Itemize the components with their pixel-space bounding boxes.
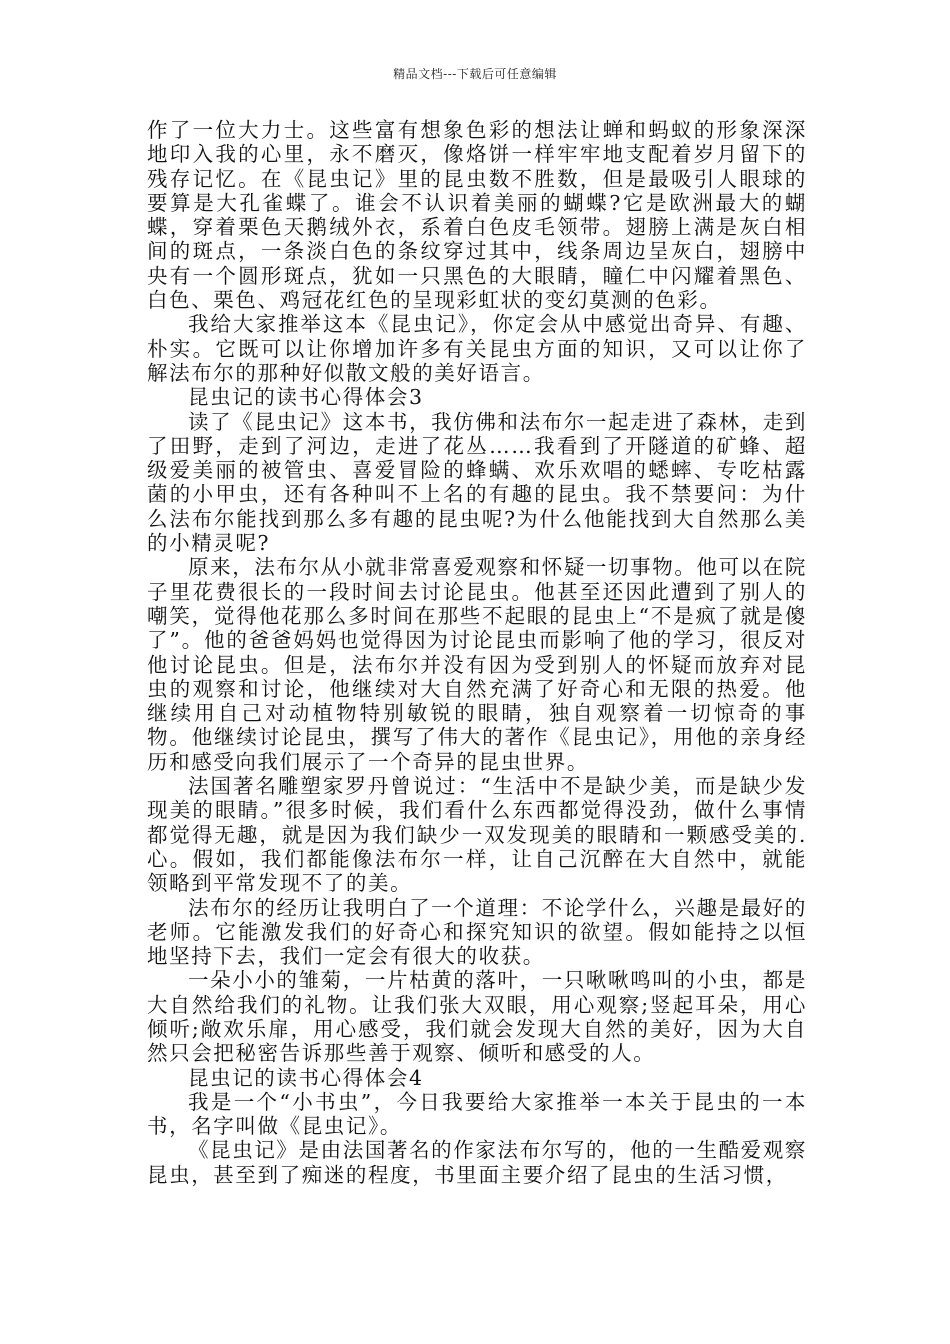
paragraph: 法国著名雕塑家罗丹曾说过：“生活中不是缺少美，而是缺少发现美的眼睛。”很多时候，我们看什么东西都觉得没劲，做什么事情都觉得无趣，就是因为我们缺少一双发现美的眼睛和一颗感受美的.心。假如，我们都能像法布尔一样，让自己沉醉在大自然中，就能领略到平常发现不了的美。 — [147, 774, 807, 896]
paragraph: 我给大家推举这本《昆虫记》，你定会从中感觉出奇异、有趣、朴实。它既可以让你增加许多有关昆虫方面的知识，又可以让你了解法布尔的那种好似散文般的美好语言。 — [147, 312, 807, 385]
paragraph: 原来，法布尔从小就非常喜爱观察和怀疑一切事物。他可以在院子里花费很长的一段时间去讨论昆虫。他甚至还因此遭到了别人的嘲笑，觉得他花那么多时间在那些不起眼的昆虫上“不是疯了就是傻了”。他的爸爸妈妈也觉得因为讨论昆虫而影响了他的学习，很反对他讨论昆虫。但是，法布尔并没有因为受到别人的怀疑而放弃对昆虫的观察和讨论，他继续对大自然充满了好奇心和无限的热爱。他继续用自己对动植物特别敏锐的眼睛，独自观察着一切惊奇的事物。他继续讨论昆虫，撰写了伟大的著作《昆虫记》，用他的亲身经历和感受向我们展示了一个奇异的昆虫世界。 — [147, 555, 807, 774]
paragraph: 一朵小小的雏菊，一片枯黄的落叶，一只啾啾鸣叫的小虫，都是大自然给我们的礼物。让我们张大双眼，用心观察;竖起耳朵，用心倾听;敞欢乐扉，用心感受，我们就会发现大自然的美好，因为大自然只会把秘密告诉那些善于观察、倾听和感受的人。 — [147, 968, 807, 1066]
paragraph-continuation: 作了一位大力士。这些富有想象色彩的想法让蝉和蚂蚁的形象深深地印入我的心里，永不磨灭，像烙饼一样牢牢地支配着岁月留下的残存记忆。在《昆虫记》里的昆虫数不胜数，但是最吸引人眼球的要算是大孔雀蝶了。谁会不认识着美丽的蝴蝶?它是欧洲最大的蝴蝶，穿着栗色天鹅绒外衣，系着白色皮毛领带。翅膀上满是灰白相间的斑点，一条淡白色的条纹穿过其中，线条周边呈灰白，翅膀中央有一个圆形斑点，犹如一只黑色的大眼睛，瞳仁中闪耀着黑色、白色、栗色、鸡冠花红色的呈现彩虹状的变幻莫测的色彩。 — [147, 118, 807, 313]
document-body — [147, 118, 807, 1187]
paragraph: 读了《昆虫记》这本书，我仿佛和法布尔一起走进了森林，走到了田野，走到了河边，走进了花丛……我看到了开隧道的矿蜂、超级爱美丽的被管虫、喜爱冒险的蜂螨、欢乐欢唱的蟋蟀、专吃枯露菌的小甲虫，还有各种叫不上名的有趣的昆虫。我不禁要问：为什么法布尔能找到那么多有趣的昆虫呢?为什么他能找到大自然那么美的小精灵呢? — [147, 409, 807, 556]
page-header: 精品文档---下载后可任意编辑 — [393, 67, 557, 81]
section-heading: 昆虫记的读书心得体会3 — [188, 385, 424, 410]
paragraph: 《昆虫记》是由法国著名的作家法布尔写的，他的一生酷爱观察昆虫，甚至到了痴迷的程度，书里面主要介绍了昆虫的生活习惯， — [147, 1138, 807, 1187]
paragraph: 我是一个“小书虫”，今日我要给大家推举一本关于昆虫的一本书，名字叫做《昆虫记》。 — [147, 1089, 807, 1139]
section-heading: 昆虫记的读书心得体会4 — [188, 1065, 424, 1090]
paragraph: 法布尔的经历让我明白了一个道理：不论学什么，兴趣是最好的老师。它能激发我们的好奇心和探究知识的欲望。假如能持之以恒地坚持下去，我们一定会有很大的收获。 — [147, 895, 807, 969]
